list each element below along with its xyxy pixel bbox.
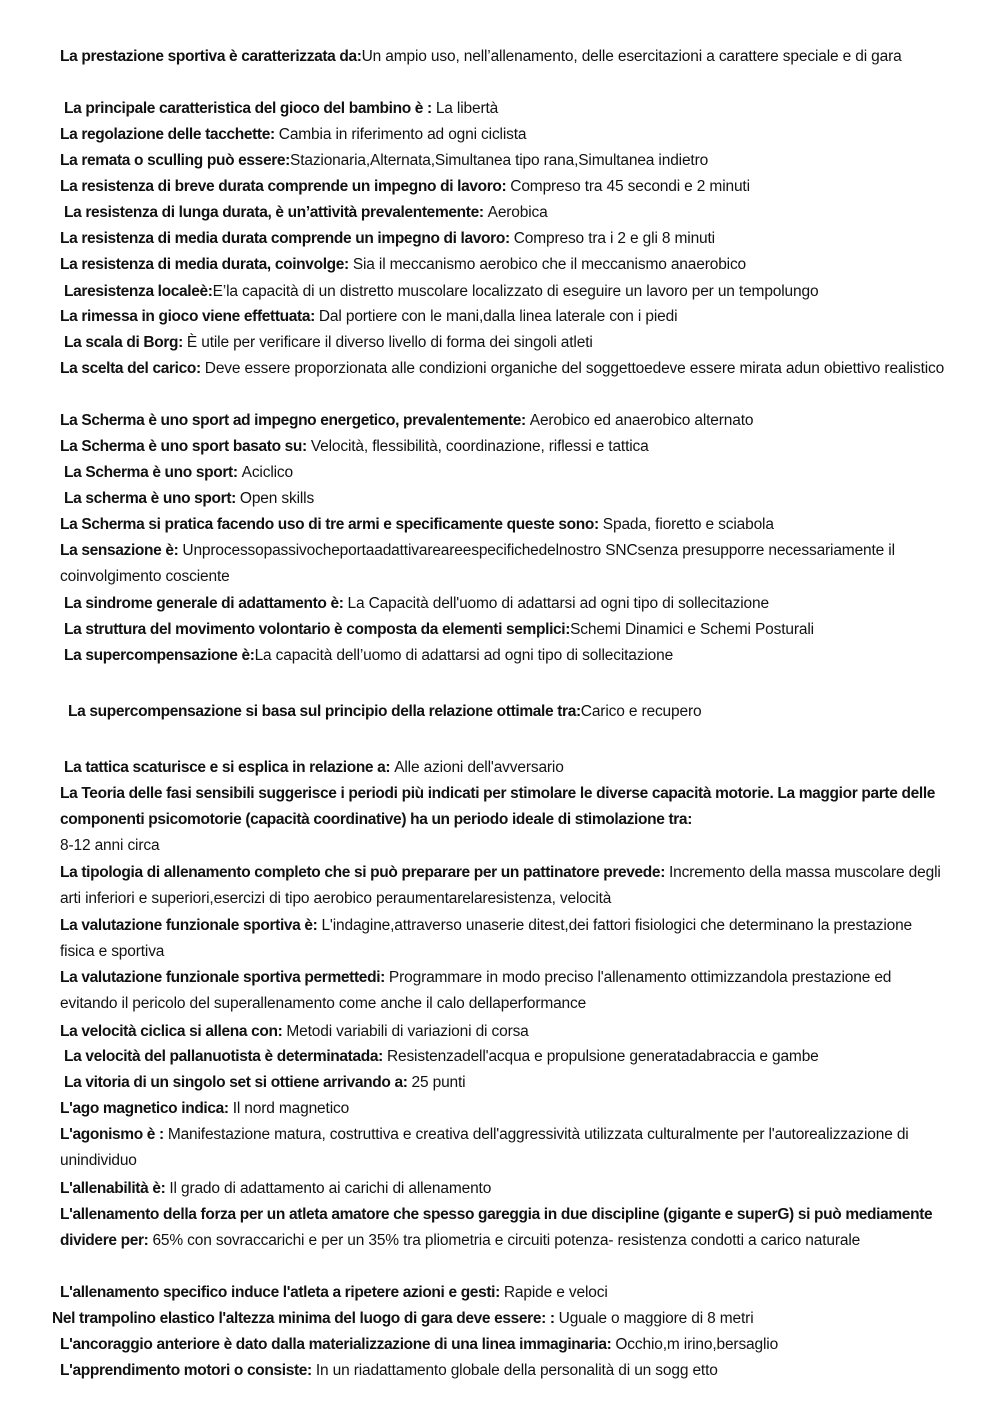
answer: Un ampio uso, nell’allenamento, delle esercitazioni a carattere speciale e di gara	[361, 48, 902, 65]
question: La tattica scaturisce e si esplica in relazione a:	[64, 759, 395, 776]
question: La Scherma è uno sport:	[64, 464, 242, 481]
answer: Il nord magnetico	[232, 1100, 350, 1117]
question: La velocità ciclica si allena con:	[60, 1023, 287, 1040]
answer: La Capacità dell'uomo di adattarsi ad ogni tipo di sollecitazione	[347, 595, 769, 612]
qa-entry	[64, 617, 954, 643]
question: La principale caratteristica del gioco del bambino è :	[64, 100, 436, 117]
answer: Unprocessopassivocheportaadattivareareespecifichedelnostro SNCsenza presupporre necessariamente il coinvolgimento cosciente	[60, 542, 895, 585]
answer: È utile per verificare il diverso livello di forma dei singoli atleti	[186, 334, 593, 351]
question: La vitoria di un singolo set si ottiene arrivando a:	[64, 1074, 412, 1091]
qa-entry	[60, 913, 950, 965]
question: La scala di Borg:	[64, 334, 187, 351]
answer: Uguale o maggiore di 8 metri	[558, 1310, 754, 1327]
qa-entry	[60, 356, 950, 382]
question: L'allenamento specifico induce l'atleta a ripetere azioni e gesti:	[60, 1284, 504, 1301]
qa-entry	[60, 860, 950, 912]
answer: E’la capacità di un distretto muscolare localizzato di eseguire un lavoro per un tempolungo	[212, 283, 819, 300]
qa-entry	[60, 174, 950, 200]
question: La prestazione sportiva è caratterizzata da:	[60, 48, 362, 65]
qa-entry	[60, 434, 950, 460]
question: La scherma è uno sport:	[64, 490, 240, 507]
qa-entry	[60, 1280, 950, 1306]
answer: Aciclico	[241, 464, 293, 481]
qa-entry	[60, 965, 950, 1017]
qa-entry	[60, 538, 950, 590]
qa-entry	[68, 699, 708, 725]
question: L'ancoraggio anteriore è dato dalla materializzazione di una linea immaginaria:	[60, 1336, 616, 1353]
question: La sensazione è:	[60, 542, 183, 559]
question: La scelta del carico:	[60, 360, 205, 377]
question: La sindrome generale di adattamento è:	[64, 595, 348, 612]
answer: Compreso tra i 2 e gli 8 minuti	[513, 230, 715, 247]
answer: Spada, fioretto e sciabola	[602, 516, 774, 533]
qa-entry	[60, 1176, 950, 1202]
question: L'allenamento della forza per un atleta amatore che spesso gareggia in due discipline (gigante e superG) si può mediamente dividere per:	[60, 1206, 933, 1249]
answer: In un riadattamento globale della personalità di un sogg etto	[315, 1362, 718, 1379]
question: La rimessa in gioco viene effettuata:	[60, 308, 319, 325]
qa-entry	[60, 1202, 950, 1254]
qa-entry	[60, 408, 950, 434]
qa-entry	[60, 304, 950, 330]
answer: 8-12 anni circa	[60, 837, 160, 854]
answer: Aerobico ed anaerobico alternato	[529, 412, 754, 429]
question: La valutazione funzionale sportiva è:	[60, 917, 322, 934]
qa-entry	[60, 44, 950, 70]
answer: Sia il meccanismo aerobico che il meccanismo anaerobico	[352, 256, 747, 273]
question: Nel trampolino elastico l'altezza minima del luogo di gara deve essere: :	[52, 1310, 559, 1327]
qa-entry	[60, 122, 950, 148]
qa-entry	[64, 1070, 954, 1096]
answer: Deve essere proporzionata alle condizioni organiche del soggettoedeve essere mirata adun obiettivo realistico	[204, 360, 945, 377]
question: La Scherma è uno sport ad impegno energetico, prevalentemente:	[60, 412, 530, 429]
question: La velocità del pallanuotista è determinatada:	[64, 1048, 387, 1065]
qa-entry	[64, 96, 954, 122]
question: La struttura del movimento volontario è composta da elementi semplici:	[64, 621, 571, 638]
qa-entry	[60, 1019, 950, 1045]
qa-entry	[60, 1122, 950, 1174]
qa-entry	[64, 200, 954, 226]
answer: Aerobica	[487, 204, 548, 221]
answer: Stazionaria,Alternata,Simultanea tipo rana,Simultanea indietro	[290, 152, 709, 169]
answer: 65% con sovraccarichi e per un 35% tra pliometria e circuiti potenza- resistenza condotti a carico naturale	[152, 1232, 861, 1249]
qa-entry	[64, 755, 954, 781]
qa-entry	[60, 226, 950, 252]
qa-entry	[64, 591, 954, 617]
question: La remata o sculling può essere:	[60, 152, 290, 169]
answer: Incremento della massa muscolare degli arti inferiori e superiori,esercizi di tipo aerobico peraumentarelaresistenza, velocità	[60, 864, 941, 907]
question: La supercompensazione si basa sul principio della relazione ottimale tra:	[68, 703, 581, 720]
answer: Cambia in riferimento ad ogni ciclista	[278, 126, 527, 143]
question: La Scherma si pratica facendo uso di tre armi e specificamente queste sono:	[60, 516, 603, 533]
question: La supercompensazione è:	[64, 647, 255, 664]
qa-entry	[64, 1044, 954, 1070]
qa-entry	[64, 486, 954, 512]
answer: L'indagine,attraverso unaserie ditest,dei fattori fisiologici che determinano la prestazione fisica e sportiva	[60, 917, 913, 960]
qa-entry	[60, 252, 950, 278]
answer: La libertà	[435, 100, 499, 117]
answer: 25 punti	[411, 1074, 466, 1091]
question: Laresistenza localeè:	[64, 283, 213, 300]
question: L'allenabilità è:	[60, 1180, 170, 1197]
answer: Alle azioni dell'avversario	[394, 759, 564, 776]
qa-entry	[60, 1358, 950, 1384]
question: La regolazione delle tacchette:	[60, 126, 279, 143]
answer: Occhio,m irino,bersaglio	[615, 1336, 779, 1353]
question: La Scherma è uno sport basato su:	[60, 438, 311, 455]
question: La resistenza di media durata, coinvolge:	[60, 256, 353, 273]
answer: Open skills	[239, 490, 315, 507]
question: La resistenza di media durata comprende un impegno di lavoro:	[60, 230, 514, 247]
answer: Manifestazione matura, costruttiva e creativa dell'aggressività utilizzata culturalmente per l'autorealizzazione di unindividuo	[60, 1126, 909, 1169]
answer: Compreso tra 45 secondi e 2 minuti	[510, 178, 750, 195]
qa-entry	[60, 512, 950, 538]
answer: Rapide e veloci	[503, 1284, 608, 1301]
question: L'apprendimento motori o consiste:	[60, 1362, 316, 1379]
qa-entry	[64, 330, 954, 356]
question: La valutazione funzionale sportiva permettedi:	[60, 969, 389, 986]
question: La resistenza di breve durata comprende un impegno di lavoro:	[60, 178, 511, 195]
qa-entry	[64, 460, 954, 486]
answer: Programmare in modo preciso l'allenamento ottimizzandola prestazione ed evitando il pericolo del superallenamento come anche il calo dellaperformance	[60, 969, 892, 1012]
answer: Dal portiere con le mani,dalla linea laterale con i piedi	[318, 308, 678, 325]
qa-entry	[60, 1332, 950, 1358]
qa-entry	[64, 279, 954, 305]
answer: Schemi Dinamici e Schemi Posturali	[570, 621, 814, 638]
qa-entry	[52, 1306, 942, 1332]
question: La tipologia di allenamento completo che si può preparare per un pattinatore prevede:	[60, 864, 669, 881]
answer: Metodi variabili di variazioni di corsa	[286, 1023, 529, 1040]
answer: Il grado di adattamento ai carichi di allenamento	[169, 1180, 492, 1197]
question: La resistenza di lunga durata, è un’attività prevalentemente:	[64, 204, 488, 221]
answer: Velocità, flessibilità, coordinazione, riflessi e tattica	[310, 438, 649, 455]
question: L'agonismo è :	[60, 1126, 168, 1143]
qa-entry	[60, 148, 950, 174]
answer: Resistenzadell'acqua e propulsione generatadabraccia e gambe	[386, 1048, 819, 1065]
question: La Teoria delle fasi sensibili suggerisce i periodi più indicati per stimolare le diverse capacità motorie. La maggior parte delle componenti psicomotorie (capacità coordinative) ha un periodo ideale di stimolazione tra:	[60, 785, 936, 828]
answer: Carico e recupero	[580, 703, 702, 720]
answer: La capacità dell’uomo di adattarsi ad ogni tipo di sollecitazione	[254, 647, 674, 664]
question: L'ago magnetico indica:	[60, 1100, 233, 1117]
qa-entry	[60, 781, 950, 859]
qa-entry	[60, 1096, 950, 1122]
qa-entry	[64, 643, 684, 669]
